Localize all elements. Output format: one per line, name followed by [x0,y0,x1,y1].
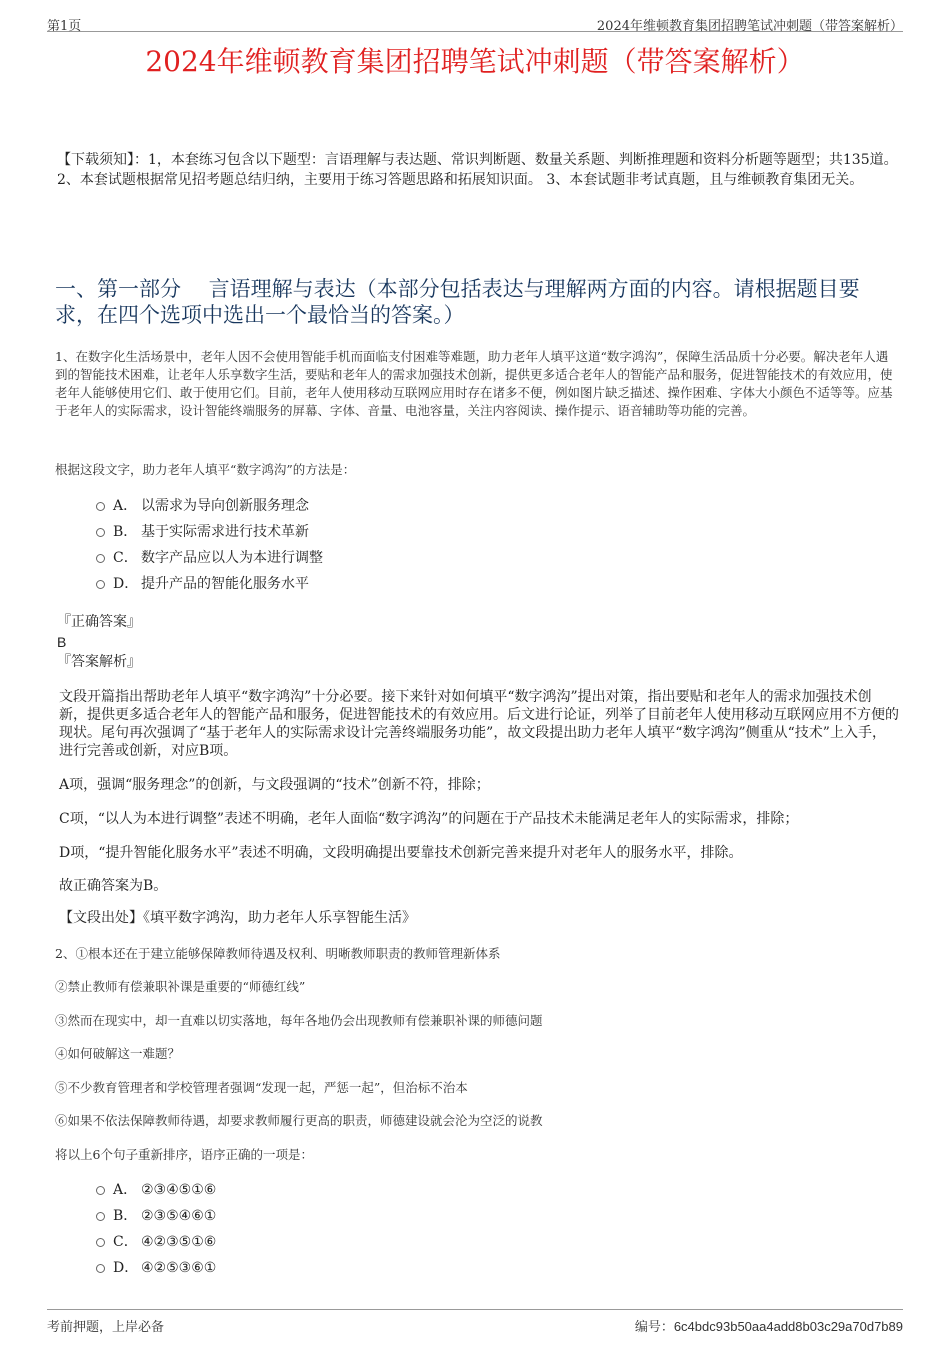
analysis-paragraph: A项，强调“服务理念”的创新，与文段强调的“技术”创新不符，排除； [59,777,490,793]
footer-slogan: 考前押题，上岸必备 [47,1320,165,1335]
question-2-sentence: ⑥如果不依法保障教师待遇，却要求教师履行更高的职责，师德建设就会沦为空泛的说教 [55,1113,543,1128]
question-2-sentence: ④如何破解这一难题？ [55,1046,181,1061]
radio-icon[interactable] [96,1186,105,1195]
answer-label: 『正确答案』 [57,614,141,630]
question-2-sentence: ⑤不少教育管理者和学校管理者强调“发现一起，严惩一起”，但治标不治本 [55,1080,468,1095]
analysis-source: 【文段出处】《填平数字鸿沟，助力老年人乐享智能生活》 [59,910,416,926]
header-doc-title: 2024年维顿教育集团招聘笔试冲刺题（带答案解析） [596,19,903,34]
q2-option-b[interactable]: B． ②③⑤④⑥① [96,1206,216,1226]
analysis-label: 『答案解析』 [57,654,141,670]
radio-icon[interactable] [96,1238,105,1247]
page-number: 第1页 [47,19,82,34]
radio-icon[interactable] [96,1264,105,1273]
analysis-paragraph: C项，“以人为本进行调整”表述不明确，老年人面临“数字鸿沟”的问题在于产品技术未能满足老年人的实际需求，排除； [59,811,799,827]
q2-option-c[interactable]: C． ④②③⑤①⑥ [96,1232,216,1252]
analysis-paragraph: D项，“提升智能化服务水平”表述不明确，文段明确提出要靠技术创新完善来提升对老年人的服务水平，排除。 [59,845,743,861]
radio-icon[interactable] [96,554,105,563]
q1-option-d[interactable]: D． 提升产品的智能化服务水平 [96,574,309,594]
question-1-text: 1、在数字化生活场景中，老年人因不会使用智能手机而面临支付困难等难题，助力老年人填平这道“数字鸿沟”，保障生活品质十分必要。解决老年人遇到的智能技术困难，让老年人乐享数字生活，要贴和老年人的需求加强技术创新，提供更多适合老年人的智能产品和服务，促进智能技术的有效应用，使老年人能够使用它们、敢于使用它们。目前，老年人使用移动互联网应用时存在诸多不便，例如图片缺乏描述、操作困难、字体大小颜色不适等等。应基于老年人的实际需求，设计智能终端服务的屏幕、字体、音量、电池容量，关注内容阅读、操作提示、语音辅助等功能的完善。 [55,349,893,418]
page-header [47,12,903,32]
question-2-sentence: 2、①根本还在于建立能够保障教师待遇及权利、明晰教师职责的教师管理新体系 [55,946,501,961]
question-2-sentence: ②禁止教师有偿兼职补课是重要的“师德红线” [55,979,306,994]
radio-icon[interactable] [96,502,105,511]
footer-code-value: 6c4bdc93b50aa4add8b03c29a70d7b89 [673,1319,903,1334]
radio-icon[interactable] [96,580,105,589]
question-2-sentence: ③然而在现实中，却一直难以切实落地，每年各地仍会出现教师有偿兼职补课的师德问题 [55,1013,543,1028]
section-title: 一、第一部分 言语理解与表达（本部分包括表达与理解两方面的内容。请根据题目要求，在四个选项中选出一个最恰当的答案。） [55,277,860,327]
question-2-prompt: 将以上6个句子重新排序，语序正确的一项是： [55,1147,313,1162]
question-1-prompt: 根据这段文字，助力老年人填平“数字鸿沟”的方法是： [55,462,356,477]
analysis-paragraph: 文段开篇指出帮助老年人填平“数字鸿沟”十分必要。接下来针对如何填平“数字鸿沟”提出对策，指出要贴和老年人的需求加强技术创新，提供更多适合老年人的智能产品和服务，促进智能技术的有效应用。后文进行论证，列举了目前老年人使用移动互联网应用不方便的现状。尾句再次强调了“基于老年人的实际需求设计完善终端服务功能”，故文段提出助力老年人填平“数字鸿沟”侧重从“技术”上入手，进行完善或创新，对应B项。 [59,689,899,759]
answer-value: B [57,634,67,650]
radio-icon[interactable] [96,528,105,537]
footer-code-label: 编号： [634,1320,674,1335]
q2-option-a[interactable]: A． ②③④⑤①⑥ [96,1180,216,1200]
q1-option-a[interactable]: A． 以需求为导向创新服务理念 [96,496,309,516]
footer-code [635,1316,903,1335]
radio-icon[interactable] [96,1212,105,1221]
q2-option-d[interactable]: D． ④②⑤③⑥① [96,1258,216,1278]
page-footer [47,1309,903,1335]
q1-option-b[interactable]: B． 基于实际需求进行技术革新 [96,522,309,542]
document-title: 2024年维顿教育集团招聘笔试冲刺题（带答案解析） [145,45,805,78]
q1-option-c[interactable]: C． 数字产品应以人为本进行调整 [96,548,323,568]
analysis-conclusion: 故正确答案为B。 [59,878,168,894]
download-notice: 【下载须知】：1，本套练习包含以下题型：言语理解与表达题、常识判断题、数量关系题、判断推理题和资料分析题等题型；共135道。 2、本套试题根据常见招考题总结归纳，主要用于练习答题思路和拓展知识面。 3、本套试题非考试真题，且与维顿教育集团无关。 [57,152,898,188]
